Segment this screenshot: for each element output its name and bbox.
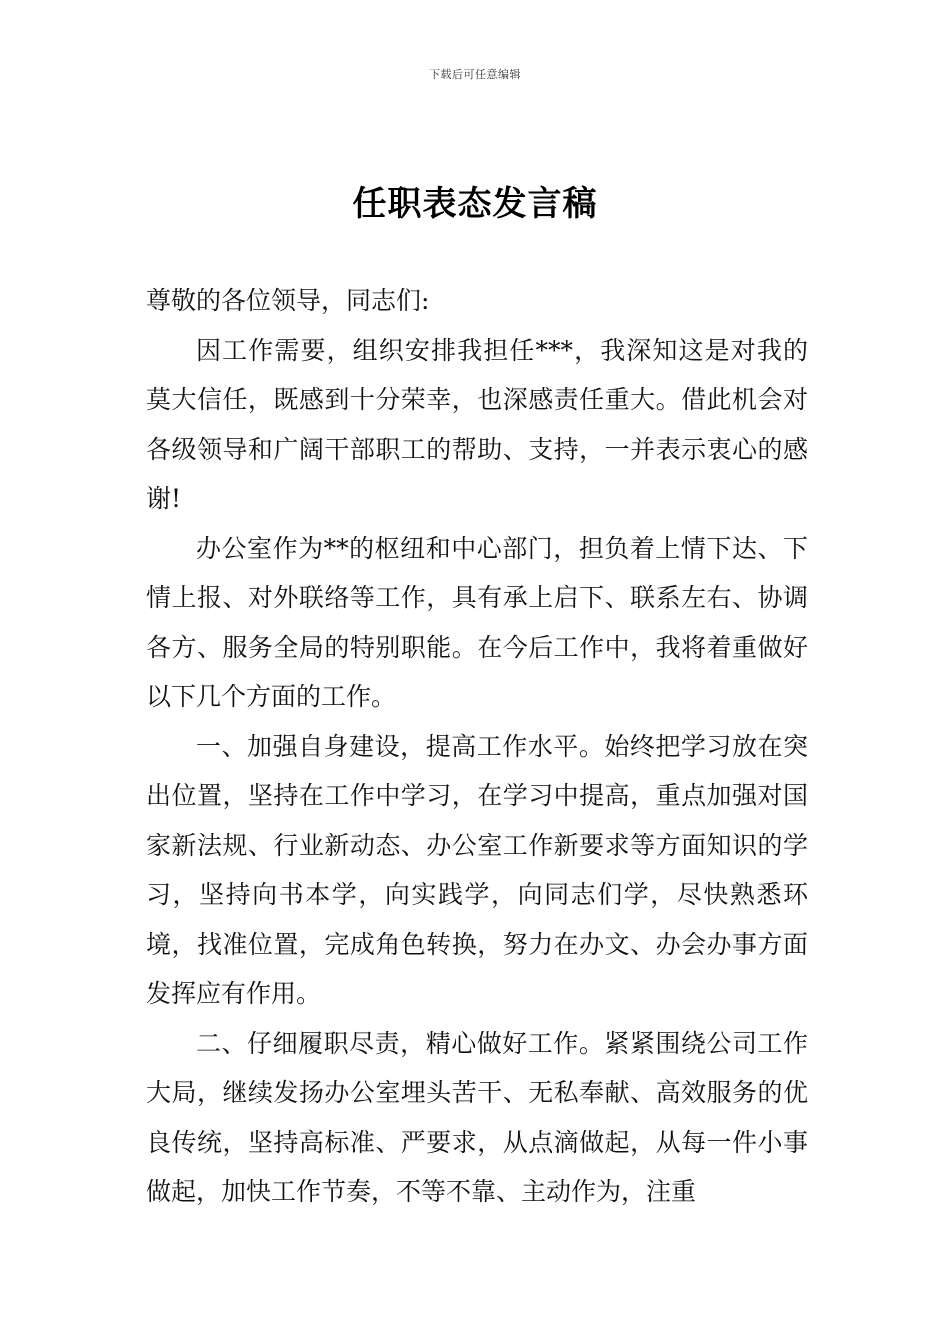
salutation: 尊敬的各位领导，同志们: xyxy=(146,286,430,315)
document-title: 任职表态发言稿 xyxy=(352,184,598,224)
paragraph-2: 办公室作为**的枢纽和中心部门，担负着上情下达、下情上报、对外联络等工作，具有承上启下、联系左右、协调各方、服务全局的特别职能。在今后工作中，我将着重做好以下几个方面的工作。 xyxy=(146,533,808,711)
paragraph-1: 因工作需要，组织安排我担任***，我深知这是对我的莫大信任，既感到十分荣幸，也深感责任重大。借此机会对各级领导和广阔干部职工的帮助、支持，一并表示衷心的感谢! xyxy=(146,335,808,513)
header-note: 下载后可任意编辑 xyxy=(429,68,521,81)
paragraph-3: 一、加强自身建设，提高工作水平。始终把学习放在突出位置，坚持在工作中学习，在学习中提高，重点加强对国家新法规、行业新动态、办公室工作新要求等方面知识的学习，坚持向书本学，向实践学，向同志们学，尽快熟悉环境，找准位置，完成角色转换，努力在办文、办会办事方面发挥应有作用。 xyxy=(146,731,808,1008)
document-body xyxy=(146,276,808,1217)
paragraph-4: 二、仔细履职尽责，精心做好工作。紧紧围绕公司工作大局，继续发扬办公室埋头苦干、无私奉献、高效服务的优良传统，坚持高标准、严要求，从点滴做起，从每一件小事做起，加快工作节奏，不等不靠、主动作为，注重 xyxy=(146,1028,808,1206)
